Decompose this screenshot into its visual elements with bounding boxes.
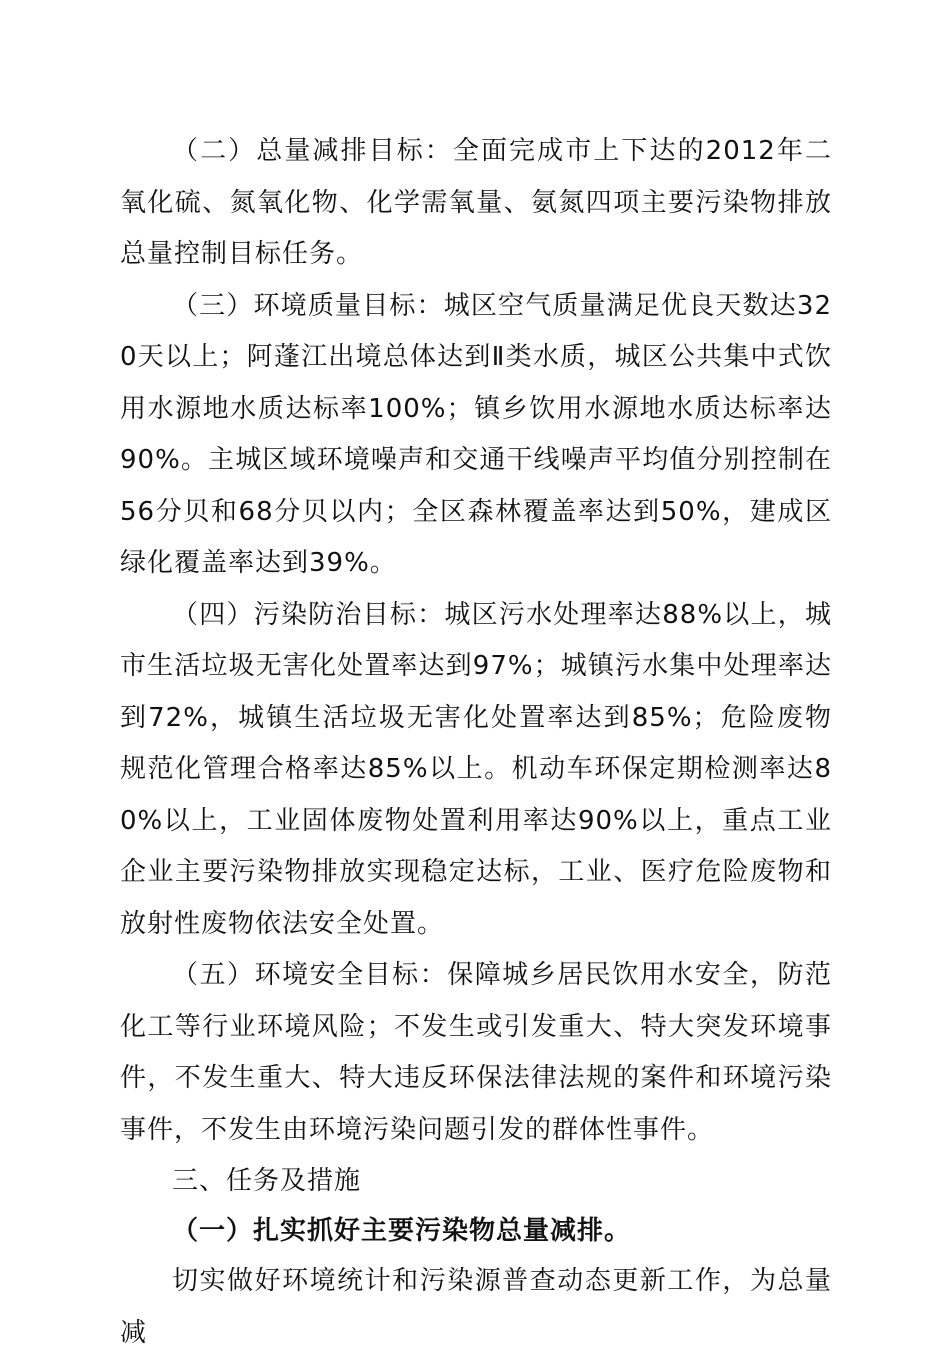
paragraph-environment-quality-target: （三）环境质量目标：城区空气质量满足优良天数达320天以上；阿蓬江出境总体达到Ⅱ类水质，城区公共集中式饮用水源地水质达标率100%；镇乡饮用水源地水质达标率达90%。主城区域环境噪声和交通干线噪声平均值分别控制在56分贝和68分贝以内；全区森林覆盖率达到50%，建成区绿化覆盖率达到39%。 — [120, 290, 832, 578]
section-heading: 三、任务及措施 — [172, 1166, 362, 1196]
paragraph-statistics-work: 切实做好环境统计和污染源普查动态更新工作，为总量减 — [120, 1266, 832, 1348]
paragraph-emission-target: （二）总量减排目标：全面完成市上下达的2012年二氧化硫、氮氧化物、化学需氧量、氨氮四项主要污染物排放总量控制目标任务。 — [120, 136, 832, 269]
document-page — [120, 126, 832, 1359]
paragraph-pollution-control-target: （四）污染防治目标：城区污水处理率达88%以上，城市生活垃圾无害化处置率达到97%；城镇污水集中处理率达到72%，城镇生活垃圾无害化处置率达到85%；危险废物规范化管理合格率达85%以上。机动车环保定期检测率达80%以上，工业固体废物处置利用率达90%以上，重点工业企业主要污染物排放实现稳定达标，工业、医疗危险废物和放射性废物依法安全处置。 — [120, 599, 832, 939]
paragraph-environment-safety-target: （五）环境安全目标：保障城乡居民饮用水安全，防范化工等行业环境风险；不发生或引发重大、特大突发环境事件，不发生重大、特大违反环保法律法规的案件和环境污染事件，不发生由环境污染问题引发的群体性事件。 — [120, 960, 832, 1145]
subsection-heading: （一）扎实抓好主要污染物总量减排。 — [172, 1216, 632, 1246]
